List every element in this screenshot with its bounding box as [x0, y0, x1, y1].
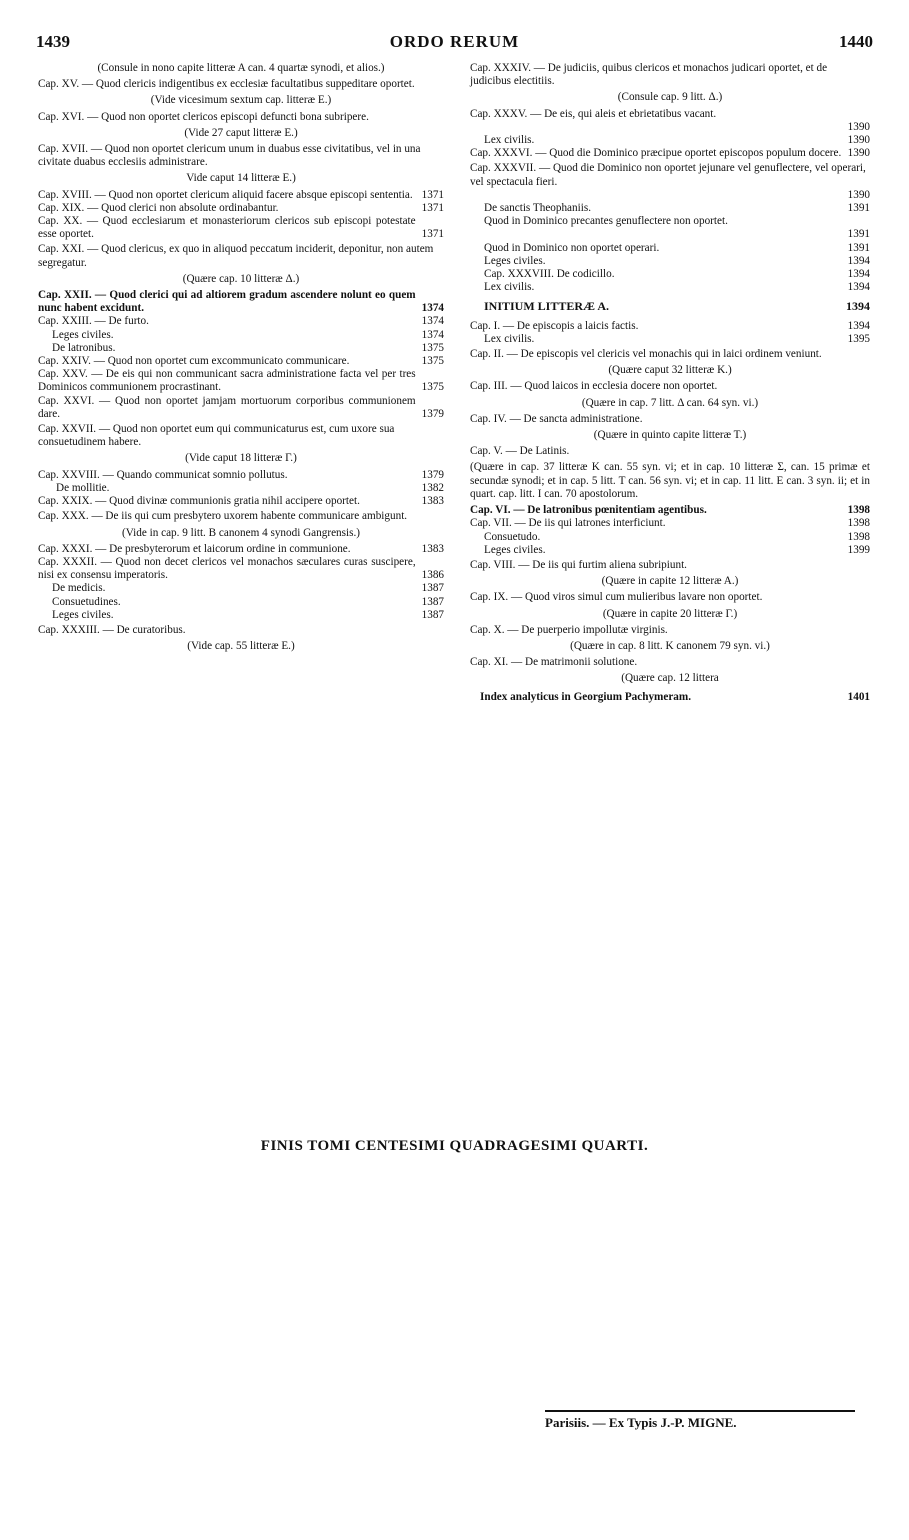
entry-page: 1390 — [847, 188, 870, 201]
entry-page: 1371 — [421, 188, 444, 201]
index-subentry — [470, 268, 870, 281]
entry-text: Leges civiles. — [484, 543, 546, 556]
index-entry: Cap. X. — De puerperio impollutæ virginis. — [470, 623, 668, 636]
index-entry — [470, 320, 870, 333]
entry-page: 1390 — [847, 134, 870, 147]
entry-text: Quod in Dominico non oportet operari. — [484, 241, 660, 254]
entry-page: 1398 — [847, 517, 870, 530]
cross-reference: (Quære in cap. 8 litt. K canonem 79 syn. vi.) — [570, 639, 770, 652]
cross-reference: (Consule in nono capite litteræ A can. 4 quartæ synodi, et alios.) — [97, 62, 385, 74]
index-entry: Cap. IV. — De sancta administratione. — [470, 412, 643, 425]
entry-page: 1387 — [421, 582, 444, 595]
index-entry: Cap. XVII. — Quod non oportet clericum unum in duabus esse civitatibus, vel in una civitate duabus ecclesiis administrare. — [38, 143, 421, 169]
index-entry — [38, 495, 444, 508]
entry-page: 1371 — [421, 228, 444, 241]
entry-text: Cap. VI. — De latronibus pœnitentiam agentibus. — [470, 504, 707, 517]
index-subentry: Quod in Dominico precantes genuflectere non oportet. — [484, 215, 728, 228]
index-entry — [38, 202, 444, 215]
entry-page: 1386 — [421, 569, 444, 582]
entry-page: 1394 — [847, 319, 870, 332]
entry-page: 1394 — [847, 281, 870, 294]
entry-page: 1398 — [847, 530, 870, 543]
page-header — [36, 32, 873, 58]
index-entry: Cap. XXI. — Quod clericus, ex quo in aliquod peccatum inciderit, deponitur, non autem segregatur. — [38, 243, 434, 269]
index-entry: Cap. IX. — Quod viros simul cum mulieribus lavare non oportet. — [470, 591, 763, 604]
volume-end-title: FINIS TOMI CENTESIMI QUADRAGESIMI QUARTI. — [260, 1138, 649, 1154]
entry-text: De sanctis Theophaniis. — [484, 202, 591, 215]
entry-page: 1395 — [847, 332, 870, 345]
cross-reference: (Consule cap. 9 litt. Δ.) — [617, 91, 723, 104]
index-entry: Cap. III. — Quod laicos in ecclesia docere non oportet. — [470, 380, 718, 393]
index-entry: Cap. XVI. — Quod non oportet clericos episcopi defuncti bona subripere. — [38, 110, 369, 123]
entry-text: Cap. XXII. — Quod clerici qui ad altiorem gradum ascendere nolunt eo quem nunc habent excidunt. — [38, 289, 416, 315]
index-entry — [38, 368, 444, 394]
entry-page: 1391 — [847, 241, 870, 254]
index-entry — [38, 315, 444, 328]
cross-reference: (Quære in capite 20 litteræ Γ.) — [602, 607, 738, 620]
index-subentry — [470, 544, 870, 557]
cross-reference: (Vide vicesimum sextum cap. litteræ E.) — [150, 94, 332, 107]
entry-text: Lex civilis. — [484, 332, 535, 345]
index-entry — [38, 469, 444, 482]
entry-text: Consuetudo. — [484, 530, 541, 543]
index-subentry — [38, 329, 444, 342]
entry-page: 1374 — [421, 302, 444, 315]
entry-text: De medicis. — [52, 582, 106, 595]
entry-page: 1374 — [421, 315, 444, 328]
entry-page: 1382 — [421, 481, 444, 494]
entry-text: Cap. VII. — De iis qui latrones interficiunt. — [470, 517, 666, 530]
index-subentry — [38, 609, 444, 622]
index-subentry — [38, 342, 444, 355]
index-entry: Cap. XXVII. — Quod non oportet eum qui communicaturus est, cum uxore sua consuetudinem habere. — [38, 423, 395, 449]
entry-page: 1379 — [421, 407, 444, 420]
index-entry — [38, 395, 444, 421]
entry-text: Cap. XXXVI. — Quod die Dominico præcipue oportet episcopos populum docere. — [470, 147, 842, 160]
entry-text: Cap. XXVIII. — Quando communicat somnio pollutus. — [38, 468, 288, 481]
entry-text: De latronibus. — [52, 341, 116, 354]
index-entry — [38, 189, 444, 202]
entry-page: 1401 — [847, 690, 870, 703]
entry-page: 1375 — [421, 341, 444, 354]
entry-text: Cap. XXVI. — Quod non oportet jamjam mortuorum corporibus communionem dare. — [38, 394, 416, 420]
entry-text: Cap. XX. — Quod ecclesiarum et monasteriorum clericos sub episcopi potestate esse oportet. — [38, 215, 416, 241]
section-heading — [484, 300, 870, 313]
page-number-left: 1439 — [36, 32, 70, 51]
index-entry: Cap. XV. — Quod clericis indigentibus ex ecclesiæ facultatibus suppeditare oportet. — [38, 78, 415, 91]
index-subentry — [470, 255, 870, 268]
entry-text: De mollitie. — [56, 481, 110, 494]
index-subentry — [38, 482, 444, 495]
entry-text: Cap. XXXI. — De presbyterorum et laicorum ordine in communione. — [38, 542, 351, 555]
cross-reference: (Quære cap. 12 littera — [621, 672, 719, 685]
running-title: ORDO RERUM — [389, 32, 520, 51]
index-entry — [38, 355, 444, 368]
index-entry — [470, 504, 870, 517]
entry-page: 1394 — [847, 268, 870, 281]
cross-reference: (Quære in quinto capite litteræ T.) — [593, 429, 747, 442]
entry-page: 1390 — [847, 120, 870, 133]
entry-text: Cap. I. — De episcopis a laicis factis. — [470, 319, 639, 332]
cross-reference: Vide caput 14 litteræ E.) — [186, 172, 296, 185]
entry-page: 1375 — [421, 355, 444, 368]
index-entry: Cap. XXXIV. — De judiciis, quibus clericos et monachos judicari oportet, et de judicibus electitiis. — [470, 62, 828, 88]
entry-page: 1371 — [421, 201, 444, 214]
index-entry — [38, 556, 444, 582]
entry-page: 1383 — [421, 542, 444, 555]
entry-page: 1391 — [847, 228, 870, 241]
entry-page: 1398 — [847, 504, 870, 517]
cross-reference: (Vide in cap. 9 litt. B canonem 4 synodi Gangrensis.) — [122, 526, 360, 539]
entry-page: 1390 — [847, 147, 870, 160]
index-entry: Cap. XXX. — De iis qui cum presbytero uxorem habente communicare ambigunt. — [38, 510, 408, 523]
entry-page: 1387 — [421, 608, 444, 621]
index-entry: Cap. XXXIII. — De curatoribus. — [38, 623, 186, 636]
right-column — [470, 62, 870, 704]
cross-reference: (Quære in cap. 37 litteræ K can. 55 syn. vi; et in cap. 10 litteræ Σ, can. 15 primæ et secundæ synodi; et in cap. 5 litt. T can. 56 syn. vi; et in cap. 11 litt. E can. 3 syn. ii; et in quart. cap. litt. I can. 70 apostolorum. — [470, 461, 870, 500]
entry-text: Index analyticus in Georgium Pachymeram. — [480, 690, 692, 703]
index-subentry — [470, 202, 870, 215]
left-column — [38, 62, 444, 656]
section-title: INITIUM LITTERÆ A. — [484, 299, 610, 314]
printer-imprint: Parisiis. — Ex Typis J.-P. MIGNE. — [545, 1410, 855, 1431]
index-entry: Cap. II. — De episcopis vel clericis vel monachis qui in laici ordinem veniunt. — [470, 348, 822, 361]
entry-page: 1394 — [846, 299, 870, 314]
entry-text: Lex civilis. — [484, 281, 535, 294]
index-entry — [470, 691, 870, 704]
index-entry — [470, 517, 870, 530]
entry-page: 1394 — [847, 254, 870, 267]
index-subentry — [470, 281, 870, 294]
entry-page: 1383 — [421, 495, 444, 508]
entry-page: 1391 — [847, 202, 870, 215]
entry-text: Leges civiles. — [52, 328, 114, 341]
index-subentry — [470, 242, 870, 255]
index-entry: Cap. V. — De Latinis. — [470, 445, 570, 458]
entry-text: Cap. XXIII. — De furto. — [38, 315, 149, 328]
entry-text: Cap. XXXII. — Quod non decet clericos vel monachos sæculares curas suscipere, nisi ex consensu imperatoris. — [38, 555, 416, 582]
entry-text: Lex civilis. — [484, 134, 535, 147]
entry-page: 1374 — [421, 328, 444, 341]
index-entry: Cap. XI. — De matrimonii solutione. — [470, 656, 638, 669]
index-subentry — [470, 333, 870, 346]
entry-page: 1375 — [421, 381, 444, 394]
index-entry — [38, 289, 444, 315]
index-subentry — [38, 582, 444, 595]
entry-text: Cap. XXXVIII. De codicillo. — [484, 268, 615, 281]
index-entry: Cap. VIII. — De iis qui furtim aliena subripiunt. — [470, 558, 687, 571]
index-entry: Cap. XXXV. — De eis, qui aleis et ebrietatibus vacant. — [470, 107, 717, 120]
entry-page: 1387 — [421, 595, 444, 608]
entry-text: Cap. XVIII. — Quod non oportet clericum aliquid facere absque episcopi sententia. — [38, 188, 413, 201]
index-entry — [470, 147, 870, 160]
index-entry — [38, 543, 444, 556]
index-subentry — [38, 596, 444, 609]
cross-reference: (Quære in cap. 7 litt. Δ can. 64 syn. vi.) — [581, 396, 759, 409]
entry-text: Cap. XXV. — De eis qui non communicant sacra administratione facta vel per tres Dominicos communionem procrastinant. — [38, 368, 416, 394]
cross-reference: (Quære caput 32 litteræ K.) — [608, 364, 732, 377]
entry-text: Leges civiles. — [484, 254, 546, 267]
entry-text: Cap. XXIX. — Quod divinæ communionis gratia nihil accipere oportet. — [38, 495, 360, 508]
entry-text: Cap. XXIV. — Quod non oportet cum excommunicato communicare. — [38, 355, 350, 368]
entry-page: 1399 — [847, 543, 870, 556]
cross-reference: (Quære cap. 10 litteræ Δ.) — [182, 272, 300, 285]
entry-text: Cap. XIX. — Quod clerici non absolute ordinabantur. — [38, 201, 279, 214]
index-subentry — [470, 531, 870, 544]
entry-text: Leges civiles. — [52, 608, 114, 621]
cross-reference: (Vide caput 18 litteræ Γ.) — [185, 452, 297, 465]
index-entry — [38, 215, 444, 241]
cross-reference: (Vide cap. 55 litteræ E.) — [187, 640, 295, 653]
page-number-right: 1440 — [839, 32, 873, 51]
entry-text: Consuetudines. — [52, 595, 121, 608]
index-entry: Cap. XXXVII. — Quod die Dominico non oportet jejunare vel genuflectere, vel operari, vel spectacula fieri. — [470, 162, 866, 188]
cross-reference: (Vide 27 caput litteræ E.) — [184, 126, 298, 139]
entry-page: 1379 — [421, 468, 444, 481]
index-subentry — [470, 134, 870, 147]
cross-reference: (Quære in capite 12 litteræ A.) — [601, 575, 739, 588]
